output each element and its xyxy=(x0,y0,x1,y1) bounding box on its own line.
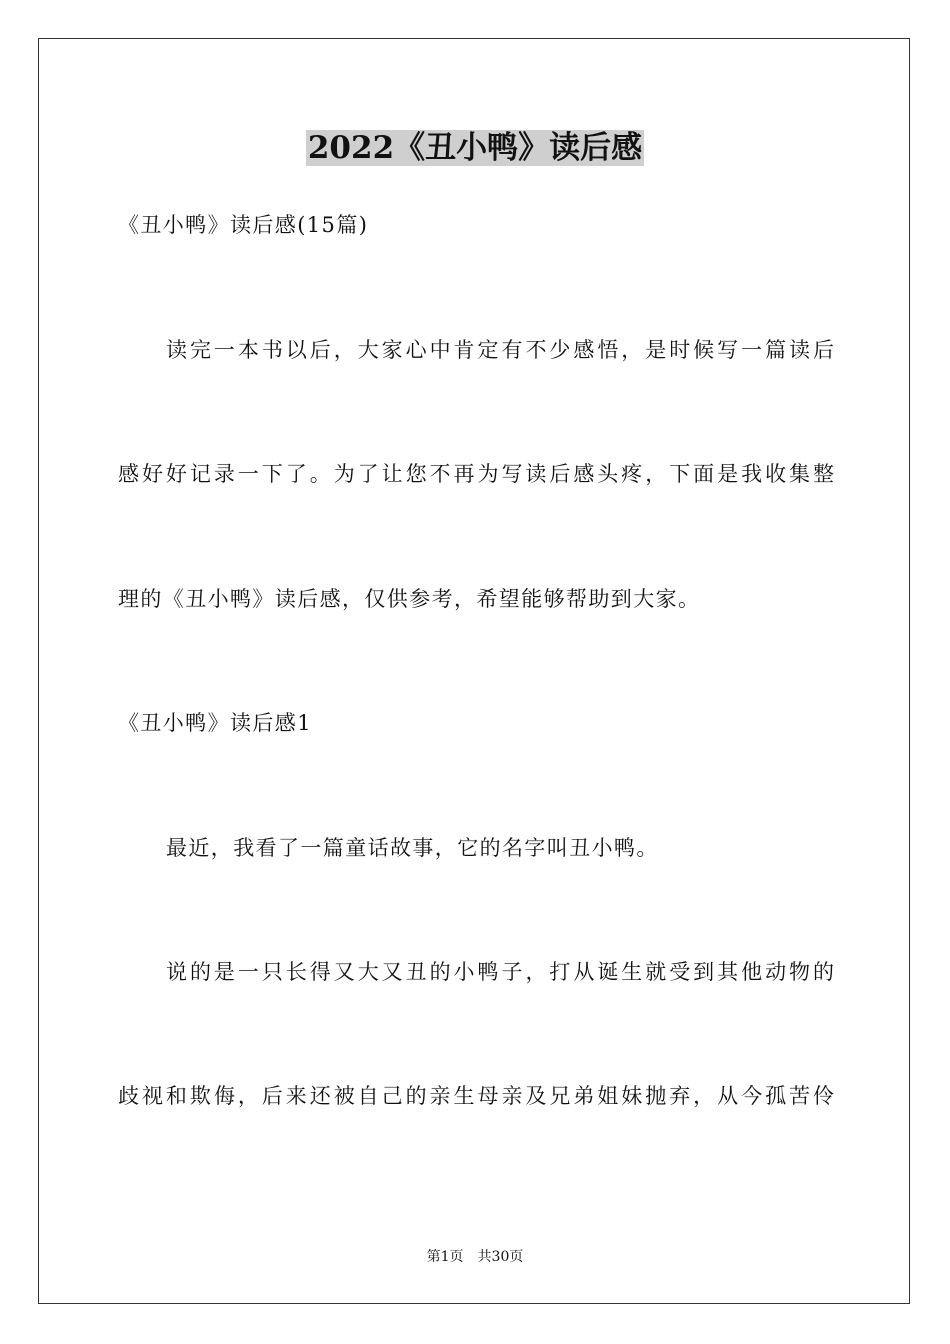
paragraph-line: 最近，我看了一篇童话故事，它的名字叫丑小鸭。 xyxy=(166,836,659,860)
paragraph-line: 读完一本书以后，大家心中肯定有不少感悟，是时候写一篇读后 xyxy=(166,338,834,362)
paragraph-line: 歧视和欺侮，后来还被自己的亲生母亲及兄弟姐妹抛弃，从今孤苦伶 xyxy=(118,1084,834,1108)
document-title xyxy=(0,128,950,168)
paragraph-line: 说的是一只长得又大又丑的小鸭子，打从诞生就受到其他动物的 xyxy=(166,960,834,984)
document-title-text: 2022《丑小鸭》读后感 xyxy=(307,130,643,166)
document-subtitle: 《丑小鸭》读后感(15篇) xyxy=(118,213,369,237)
section-heading: 《丑小鸭》读后感1 xyxy=(118,711,312,735)
paragraph-line: 感好好记录一下了。为了让您不再为写读后感头疼，下面是我收集整 xyxy=(118,462,834,486)
page-footer xyxy=(0,1248,950,1266)
paragraph-line: 理的《丑小鸭》读后感，仅供参考，希望能够帮助到大家。 xyxy=(118,587,701,611)
page-number-current: 第1页 xyxy=(426,1249,464,1265)
page-number-total: 共30页 xyxy=(477,1249,524,1265)
